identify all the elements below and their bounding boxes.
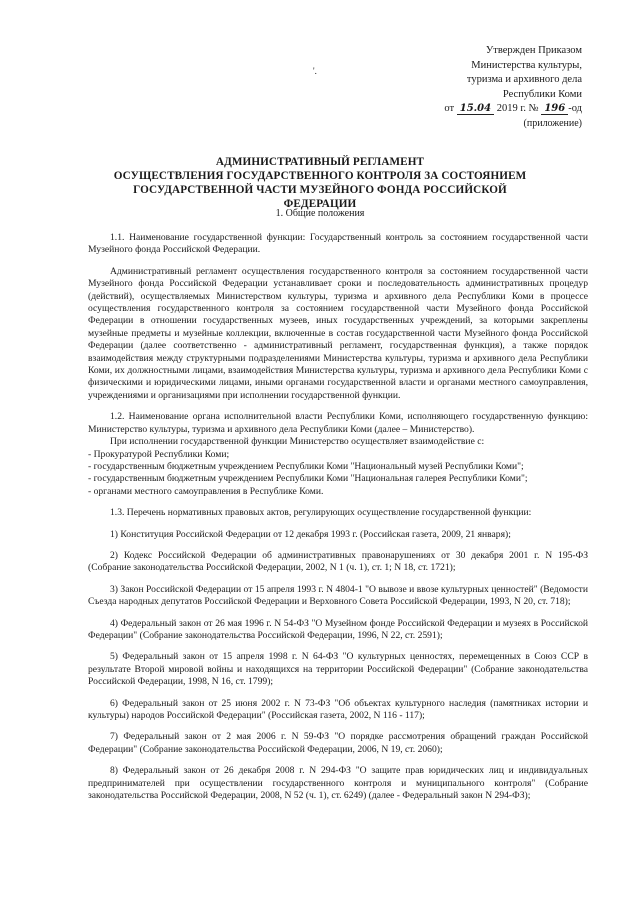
- handwritten-date: 15.04: [457, 103, 494, 115]
- list-item: - Прокуратурой Республики Коми;: [88, 448, 230, 460]
- legal-act-5: 5) Федеральный закон от 15 апреля 1998 г. N 64-ФЗ "О культурных ценностях, перемещенных в Союз ССР в результате Второй мировой войны и находящихся на территории Российской Федерации" (Собрание законодательства Российской Федерации, 1998, N 16, ст. 1799);: [88, 651, 588, 688]
- legal-act-4: 4) Федеральный закон от 26 мая 1996 г. N 54-ФЗ "О Музейном фонде Российской Федерации и музеях в Российской Федерации" (Собрание законодательства Российской Федерации, 1996, N 22, ст. 2591);: [88, 617, 588, 641]
- section-heading: 1. Общие положения: [275, 208, 365, 219]
- legal-act-8: 8) Федеральный закон от 26 декабря 2008 г. N 294-ФЗ "О защите прав юридических лиц и индивидуальных предпринимателей при осуществлении государственного контроля и муниципального контроля" (Собрание законодательства Российской Федерации, 2008, N 52 (ч. 1), ст. 6249) (далее - Федеральный закон N 294-ФЗ);: [88, 765, 588, 802]
- legal-act-7: 7) Федеральный закон от 2 мая 2006 г. N 59-ФЗ "О порядке рассмотрения обращений граждан Российской Федерации" (Собрание законодательства Российской Федерации, 2006, N 19, ст. 2060);: [88, 731, 588, 755]
- paragraph-interaction-intro: При исполнении государственной функции Министерство осуществляет взаимодействие с:: [110, 436, 485, 448]
- handwritten-order-number: 196: [541, 103, 568, 115]
- scan-mark: '.: [313, 66, 317, 76]
- year-text: 2019 г. №: [496, 103, 539, 114]
- title-line-2: ОСУЩЕСТВЛЕНИЯ ГОСУДАРСТВЕННОГО КОНТРОЛЯ ЗА СОСТОЯНИЕМ: [113, 170, 527, 182]
- legal-act-3: 3) Закон Российской Федерации от 15 апреля 1993 г. N 4804-1 "О вывозе и ввозе культурных ценностей" (Ведомости Съезда народных депутатов Российской Федерации и Верховного Совета Российской Федерации, 1993, N 20, ст. 718);: [88, 583, 588, 608]
- list-item: - государственным бюджетным учреждением Республики Коми "Национальный музей Республики Коми";: [88, 460, 524, 472]
- approval-stamp-block: [382, 44, 582, 131]
- legal-act-2: 2) Кодекс Российской Федерации об административных правонарушениях от 30 декабря 2001 г. N 195-ФЗ (Собрание законодательства Российской Федерации, 2002, N 1 (ч. 1), ст. 1; N 18, ст. 1721);: [88, 549, 588, 574]
- interaction-list: [88, 449, 588, 499]
- legal-act-1: 1) Конституция Российской Федерации от 12 декабря 1993 г. (Российская газета, 2009, 21 января);: [110, 528, 511, 540]
- title-line-1: АДМИНИСТРАТИВНЫЙ РЕГЛАМЕНТ: [215, 156, 425, 168]
- paragraph-1-2: 1.2. Наименование органа исполнительной власти Республики Коми, исполняющего государственную функцию: Министерство культуры, туризма и архивного дела Республики Коми (далее – Министерство).: [88, 411, 588, 435]
- document-title: [100, 155, 540, 211]
- title-line-3: ГОСУДАРСТВЕННОЙ ЧАСТИ МУЗЕЙНОГО ФОНДА РОССИЙСКОЙ ФЕДЕРАЦИИ: [133, 184, 507, 210]
- approval-date-line: [382, 102, 582, 117]
- legal-act-6: 6) Федеральный закон от 25 июня 2002 г. N 73-ФЗ "Об объектах культурного наследия (памятниках истории и культуры) народов Российской Федерации" (Российская газета, 2002, N 116 - 117);: [88, 697, 588, 721]
- list-item: - государственным бюджетным учреждением Республики Коми "Национальная галерея Республики Коми";: [88, 473, 528, 485]
- paragraph-1-3: 1.3. Перечень нормативных правовых актов, регулирующих осуществление государственной функции:: [110, 507, 532, 519]
- approval-line-4: Республики Коми: [502, 88, 582, 100]
- approval-note: (приложение): [523, 117, 582, 129]
- approval-line-1: Утвержден Приказом: [485, 45, 582, 56]
- date-prefix: от: [444, 103, 455, 114]
- approval-line-3: туризма и архивного дела: [466, 74, 582, 85]
- paragraph-regulation-scope: Административный регламент осуществления государственного контроля за состоянием государственной части Музейного фонда Российской Федерации устанавливает сроки и последовательность административных процедур (действий), осуществляемых Министерством культуры, туризма и архивного дела Республики Коми в процессе осуществления государственного контроля за состоянием государственной части Музейного фонда Российской Федерации в отношении государственных музеев, иных государственных учреждений, за которыми закреплены музейные предметы и музейные коллекции, включенные в состав государственной части Музейного фонда Российской Федерации (далее соответственно - административный регламент, государственная функция), а также порядок взаимодействия между структурными подразделениями Министерства культуры, туризма и архивного дела Республики Коми, их должностными лицами, взаимодействия Министерства культуры, туризма и архивного дела Республики Коми с физическими и юридическими лицами, иными органами государственной власти и органами местного самоуправления, учреждениями и организациями при исполнении государственной функции.: [88, 265, 588, 401]
- paragraph-1-1: 1.1. Наименование государственной функции: Государственный контроль за состоянием государственной части Музейного фонда Российской Федерации.: [88, 232, 588, 256]
- order-suffix: -од: [568, 103, 582, 114]
- document-body: [88, 232, 588, 811]
- approval-line-2: Министерства культуры,: [471, 59, 582, 71]
- list-item: - органами местного самоуправления в Республике Коми.: [88, 485, 324, 497]
